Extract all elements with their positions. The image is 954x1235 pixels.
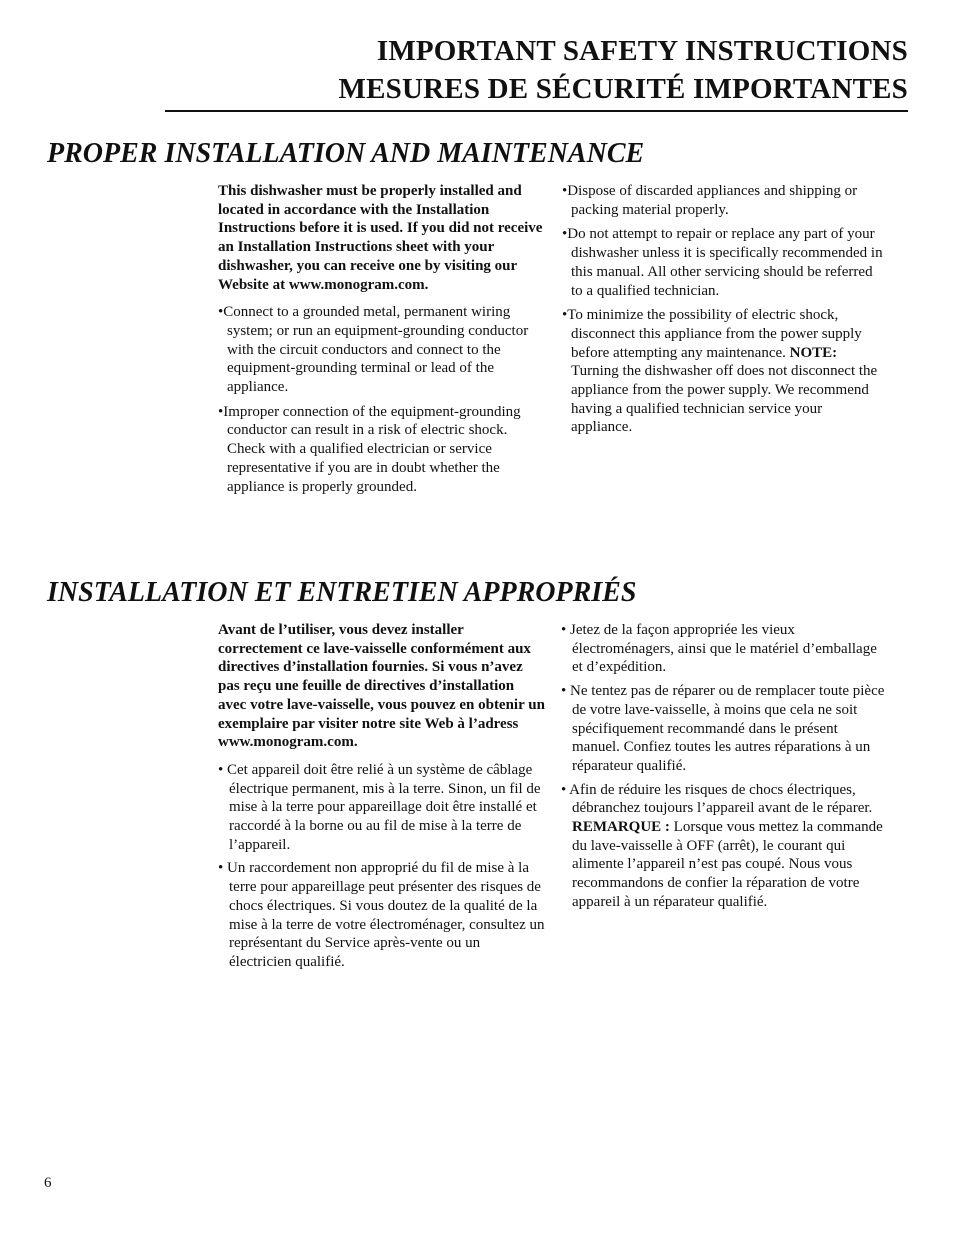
- page-header-title: [208, 32, 908, 108]
- english-bullet-grounding: •Connect to a grounded metal, permanent wiring system; or run an equipment-grounding conductor with the circuit conductors and connect to the equipment-grounding terminal or lead of the appliance.: [218, 304, 529, 396]
- french-section-title: INSTALLATION ET ENTRETIEN APPROPRIÉS: [47, 577, 637, 608]
- english-bullet-electric-shock: [562, 306, 884, 437]
- english-section-title: PROPER INSTALLATION AND MAINTENANCE: [47, 138, 645, 169]
- english-shock-text-after: Turning the dishwasher off does not disconnect the appliance from the power supply. We recommend having a qualified technician service your appliance.: [571, 363, 878, 436]
- french-intro-paragraph: Avant de l’utiliser, vous devez installer correctement ce lave-vaisselle conformément aux directives d’installation fournies. Si vous n’avez pas reçu une feuille de directives d’installation avec votre lave-vaisselle, vous pouvez en obtenir un exemplaire par visiter notre site Web à l’adress www.monogram.com.: [218, 622, 545, 751]
- english-shock-text-before: •To minimize the possibility of electric shock, disconnect this appliance from the power supply before attempting any maintenance.: [562, 307, 862, 361]
- french-bullet-dispose: • Jetez de la façon appropriée les vieux électroménagers, ainsi que le matériel d’emballage et d’expédition.: [561, 622, 877, 676]
- french-bullet-electric-shock: [561, 781, 889, 912]
- english-bullet-repair: •Do not attempt to repair or replace any part of your dishwasher unless it is specifically recommended in this manual. All other servicing should be referred to a qualified technician.: [562, 226, 883, 299]
- french-bullet-grounding: • Cet appareil doit être relié à un système de câblage électrique permanent, mis à la terre. Sinon, un fil de mise à la terre pour appareillage doit être installé et raccordé à la borne ou au fil de mise à la terre de l’appareil.: [218, 761, 541, 853]
- french-bullet-repair: • Ne tentez pas de réparer ou de remplacer toute pièce de votre lave-vaisselle, à moins que cela ne soit spécifiquement recommandé dans le présent manuel. Confiez toutes les autres réparations à un réparateur qualifié.: [561, 683, 885, 774]
- french-shock-text-before: • Afin de réduire les risques de chocs électriques, débranchez toujours l’appareil avant de le réparer.: [561, 781, 873, 817]
- english-bullet-dispose: •Dispose of discarded appliances and shipping or packing material properly.: [562, 183, 858, 218]
- french-note-label: REMARQUE :: [572, 819, 670, 836]
- french-bullet-improper-connection: • Un raccordement non approprié du fil de mise à la terre pour appareillage peut présenter des risques de chocs électriques. Si vous doutez de la qualité de la mise à la terre de votre électroménager, consultez un représentant du Service après-vente ou un électricien qualifié.: [218, 860, 545, 970]
- french-left-column: [218, 621, 546, 977]
- header-divider: [165, 110, 908, 112]
- page-number: 6: [44, 1175, 52, 1191]
- english-right-column: [562, 182, 884, 443]
- english-left-column: [218, 182, 546, 502]
- header-title-english: IMPORTANT SAFETY INSTRUCTIONS: [376, 35, 908, 67]
- header-title-french: MESURES DE SÉCURITÉ IMPORTANTES: [338, 73, 908, 105]
- english-intro-paragraph: This dishwasher must be properly installed and located in accordance with the Installation Instructions before it is used. If you did not receive an Installation Instructions sheet with your dishwasher, you can receive one by visiting our Website at www.monogram.com.: [218, 183, 543, 293]
- french-shock-text-after: Lorsque vous mettez la commande du lave-vaisselle à OFF (arrêt), le courant qui alimente l’appareil n’est pas coupé. Nous vous recommandons de confier la réparation de votre appareil à un réparateur qualifié.: [572, 819, 883, 910]
- french-right-column: [561, 621, 889, 917]
- english-bullet-improper-connection: •Improper connection of the equipment-grounding conductor can result in a risk of electric shock. Check with a qualified electrician or service representative if you are in doubt whether the appliance is properly grounded.: [218, 403, 521, 495]
- english-note-label: NOTE:: [789, 344, 838, 361]
